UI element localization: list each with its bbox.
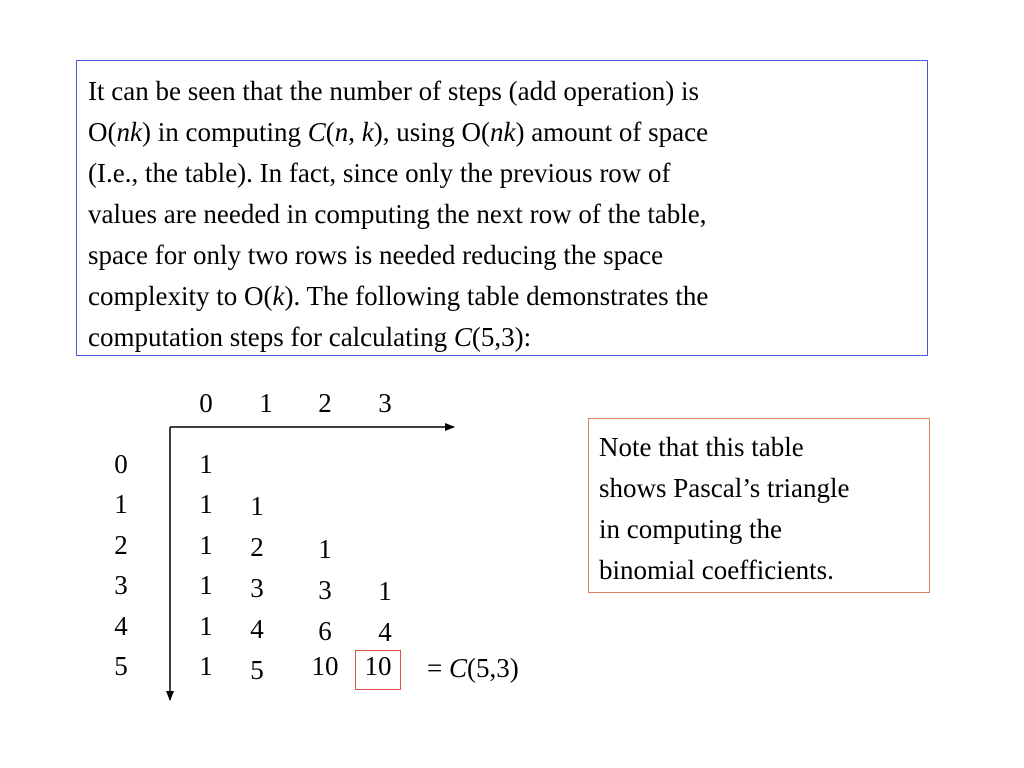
column-header: 1 — [259, 388, 273, 418]
table-cell: 10 — [311, 651, 339, 681]
table-cell: 5 — [250, 655, 264, 685]
note-line: binomial coefficients. — [599, 555, 834, 585]
row-label: 1 — [114, 489, 128, 519]
table-cell: 2 — [250, 532, 264, 562]
table-cell: 1 — [199, 611, 213, 641]
result-highlight-box — [355, 650, 401, 690]
table-cell: 1 — [199, 530, 213, 560]
table-cell: 3 — [250, 573, 264, 603]
table-cell: 6 — [318, 616, 332, 646]
note-line: shows Pascal’s triangle — [599, 473, 850, 503]
column-header: 2 — [318, 388, 332, 418]
note-line: Note that this table — [599, 432, 804, 462]
intro-line-5: space for only two rows is needed reducing the space — [88, 240, 664, 270]
intro-line-2: O(nk) in computing C(n, k), using O(nk) amount of space — [88, 117, 709, 147]
table-cell: 1 — [199, 570, 213, 600]
table-cell: 1 — [250, 491, 264, 521]
intro-line-7: computation steps for calculating C(5,3): — [88, 322, 532, 352]
intro-line-6: complexity to O(k). The following table demonstrates the — [88, 281, 709, 311]
row-label: 5 — [114, 651, 128, 681]
row-label: 2 — [114, 530, 128, 560]
table-cell: 4 — [378, 617, 392, 647]
intro-line-3: (I.e., the table). In fact, since only the previous row of — [88, 158, 671, 188]
row-label: 4 — [114, 611, 128, 641]
table-cell: 3 — [318, 575, 332, 605]
note-text-box — [588, 418, 930, 593]
intro-line-4: values are needed in computing the next row of the table, — [88, 199, 707, 229]
table-cell: 4 — [250, 614, 264, 644]
note-line: in computing the — [599, 514, 782, 544]
result-label: = C(5,3) — [427, 653, 519, 683]
row-label: 0 — [114, 449, 128, 479]
table-cell: 1 — [199, 489, 213, 519]
table-cell: 1 — [378, 576, 392, 606]
table-cell: 1 — [318, 534, 332, 564]
column-header: 0 — [199, 388, 213, 418]
column-header: 3 — [378, 388, 392, 418]
table-cell: 1 — [199, 651, 213, 681]
table-cell-result: 10 — [364, 651, 392, 681]
intro-line-1: It can be seen that the number of steps (add operation) is — [88, 76, 700, 106]
row-label: 3 — [114, 570, 128, 600]
table-cell: 1 — [199, 449, 213, 479]
